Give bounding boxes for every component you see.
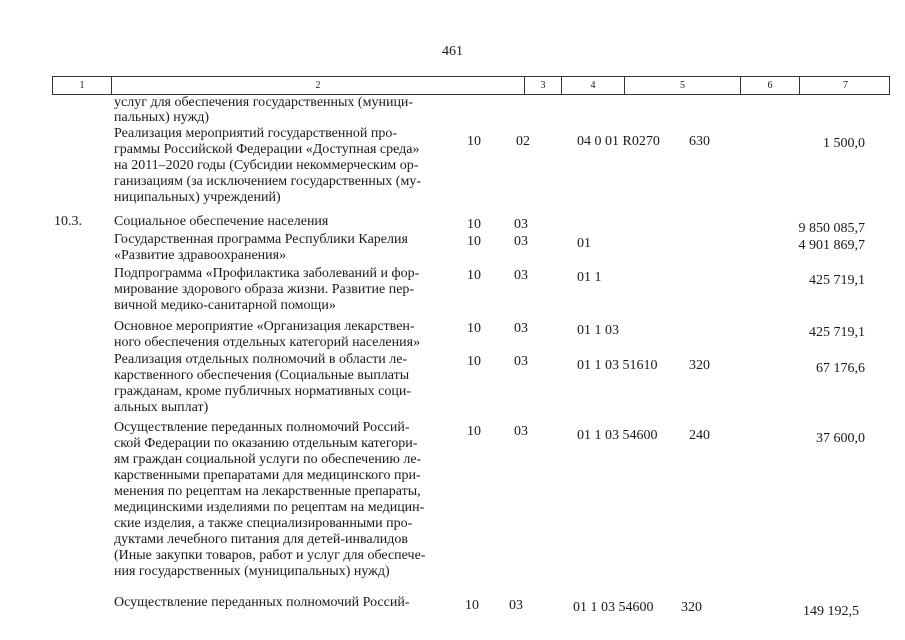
row-5-subsection: 03 <box>514 321 528 336</box>
row-5-target-code: 01 1 03 <box>577 323 619 338</box>
row-6-line-1: карственного обеспечения (Социальные выплаты <box>114 368 410 383</box>
row-6-line-3: альных выплат) <box>114 400 209 415</box>
row-8-section: 10 <box>465 598 479 613</box>
row-5-amount: 425 719,1 <box>809 325 865 340</box>
row-7-subsection: 03 <box>514 424 528 439</box>
row-7-line-0: Осуществление переданных полномочий Россий- <box>114 420 410 435</box>
row-5-section: 10 <box>467 321 481 336</box>
row-0-line-1: пальных) нужд) <box>114 110 210 125</box>
header-col-7: 7 <box>799 77 891 94</box>
row-4-section: 10 <box>467 268 481 283</box>
row-4-line-2: вичной медико-санитарной помощи» <box>114 298 336 313</box>
header-col-4: 4 <box>561 77 624 94</box>
header-col-2: 2 <box>111 77 524 94</box>
row-7-line-1: ской Федерации по оказанию отдельным категори- <box>114 436 418 451</box>
row-6-subsection: 03 <box>514 354 528 369</box>
row-1-amount: 1 500,0 <box>823 136 865 151</box>
row-8-amount: 149 192,5 <box>803 604 859 619</box>
row-7-line-4: менения по рецептам на лекарственные препараты, <box>114 484 421 499</box>
row-1-line-0: Реализация мероприятий государственной про- <box>114 126 398 141</box>
page-number: 461 <box>442 44 463 59</box>
header-col-5: 5 <box>624 77 740 94</box>
row-7-line-2: ям граждан социальной услуги по обеспечению ле- <box>114 452 422 467</box>
row-6-amount: 67 176,6 <box>816 361 865 376</box>
row-1-section: 10 <box>467 134 481 149</box>
row-8-target-code: 01 1 03 54600 <box>573 600 654 615</box>
row-8-line-0: Осуществление переданных полномочий Россий- <box>114 595 410 610</box>
row-4-amount: 425 719,1 <box>809 273 865 288</box>
row-3-section: 10 <box>467 234 481 249</box>
row-7-section: 10 <box>467 424 481 439</box>
row-3-line-1: «Развитие здравоохранения» <box>114 248 287 263</box>
row-1-line-1: граммы Российской Федерации «Доступная среда» <box>114 142 420 157</box>
row-1-subsection: 02 <box>516 134 530 149</box>
row-4-subsection: 03 <box>514 268 528 283</box>
row-7-line-3: карственными препаратами для медицинского при- <box>114 468 421 483</box>
row-7-line-6: ские изделия, а также специализированными про- <box>114 516 413 531</box>
table-header <box>52 76 890 95</box>
row-7-amount: 37 600,0 <box>816 431 865 446</box>
row-6-target-code: 01 1 03 51610 <box>577 358 658 373</box>
row-7-target-code: 01 1 03 54600 <box>577 428 658 443</box>
row-1-target-code: 04 0 01 R0270 <box>577 134 660 149</box>
row-6-section: 10 <box>467 354 481 369</box>
header-col-6: 6 <box>740 77 799 94</box>
row-3-amount: 4 901 869,7 <box>798 238 865 253</box>
row-3-line-0: Государственная программа Республики Карелия <box>114 232 408 247</box>
row-4-line-0: Подпрограмма «Профилактика заболеваний и фор- <box>114 266 420 281</box>
row-3-target-code: 01 <box>577 236 591 251</box>
row-7-line-9: ния государственных (муниципальных) нужд) <box>114 564 390 579</box>
row-6-line-2: гражданам, кроме публичных нормативных соци- <box>114 384 412 399</box>
row-4-line-1: мирование здорового образа жизни. Развитие пер- <box>114 282 415 297</box>
header-col-1: 1 <box>79 80 85 91</box>
row-1-line-4: ниципальных) учреждений) <box>114 190 281 205</box>
row-2-subsection: 03 <box>514 217 528 232</box>
row-4-target-code: 01 1 <box>577 270 602 285</box>
row-0-line-0: услуг для обеспечения государственных (муници- <box>114 95 414 110</box>
row-5-line-1: ного обеспечения отдельных категорий населения» <box>114 335 421 350</box>
row-8-expense-type: 320 <box>681 600 702 615</box>
row-6-line-0: Реализация отдельных полномочий в области ле- <box>114 352 408 367</box>
row-1-expense-type: 630 <box>689 134 710 149</box>
row-7-line-8: (Иные закупки товаров, работ и услуг для обеспече- <box>114 548 426 563</box>
row-3-subsection: 03 <box>514 234 528 249</box>
row-2-number: 10.3. <box>54 214 82 229</box>
row-2-amount: 9 850 085,7 <box>798 221 865 236</box>
row-7-line-5: медицинскими изделиями по рецептам на медицин- <box>114 500 425 515</box>
row-6-expense-type: 320 <box>689 358 710 373</box>
row-1-line-3: ганизациям (за исключением государственных (му- <box>114 174 421 189</box>
row-7-expense-type: 240 <box>689 428 710 443</box>
row-8-subsection: 03 <box>509 598 523 613</box>
header-col-3: 3 <box>524 77 561 94</box>
row-1-line-2: на 2011–2020 годы (Субсидии некоммерческим ор- <box>114 158 419 173</box>
row-2-section: 10 <box>467 217 481 232</box>
row-5-line-0: Основное мероприятие «Организация лекарствен- <box>114 319 415 334</box>
row-7-line-7: дуктами лечебного питания для детей-инвалидов <box>114 532 408 547</box>
row-2-line-0: Социальное обеспечение населения <box>114 214 329 229</box>
